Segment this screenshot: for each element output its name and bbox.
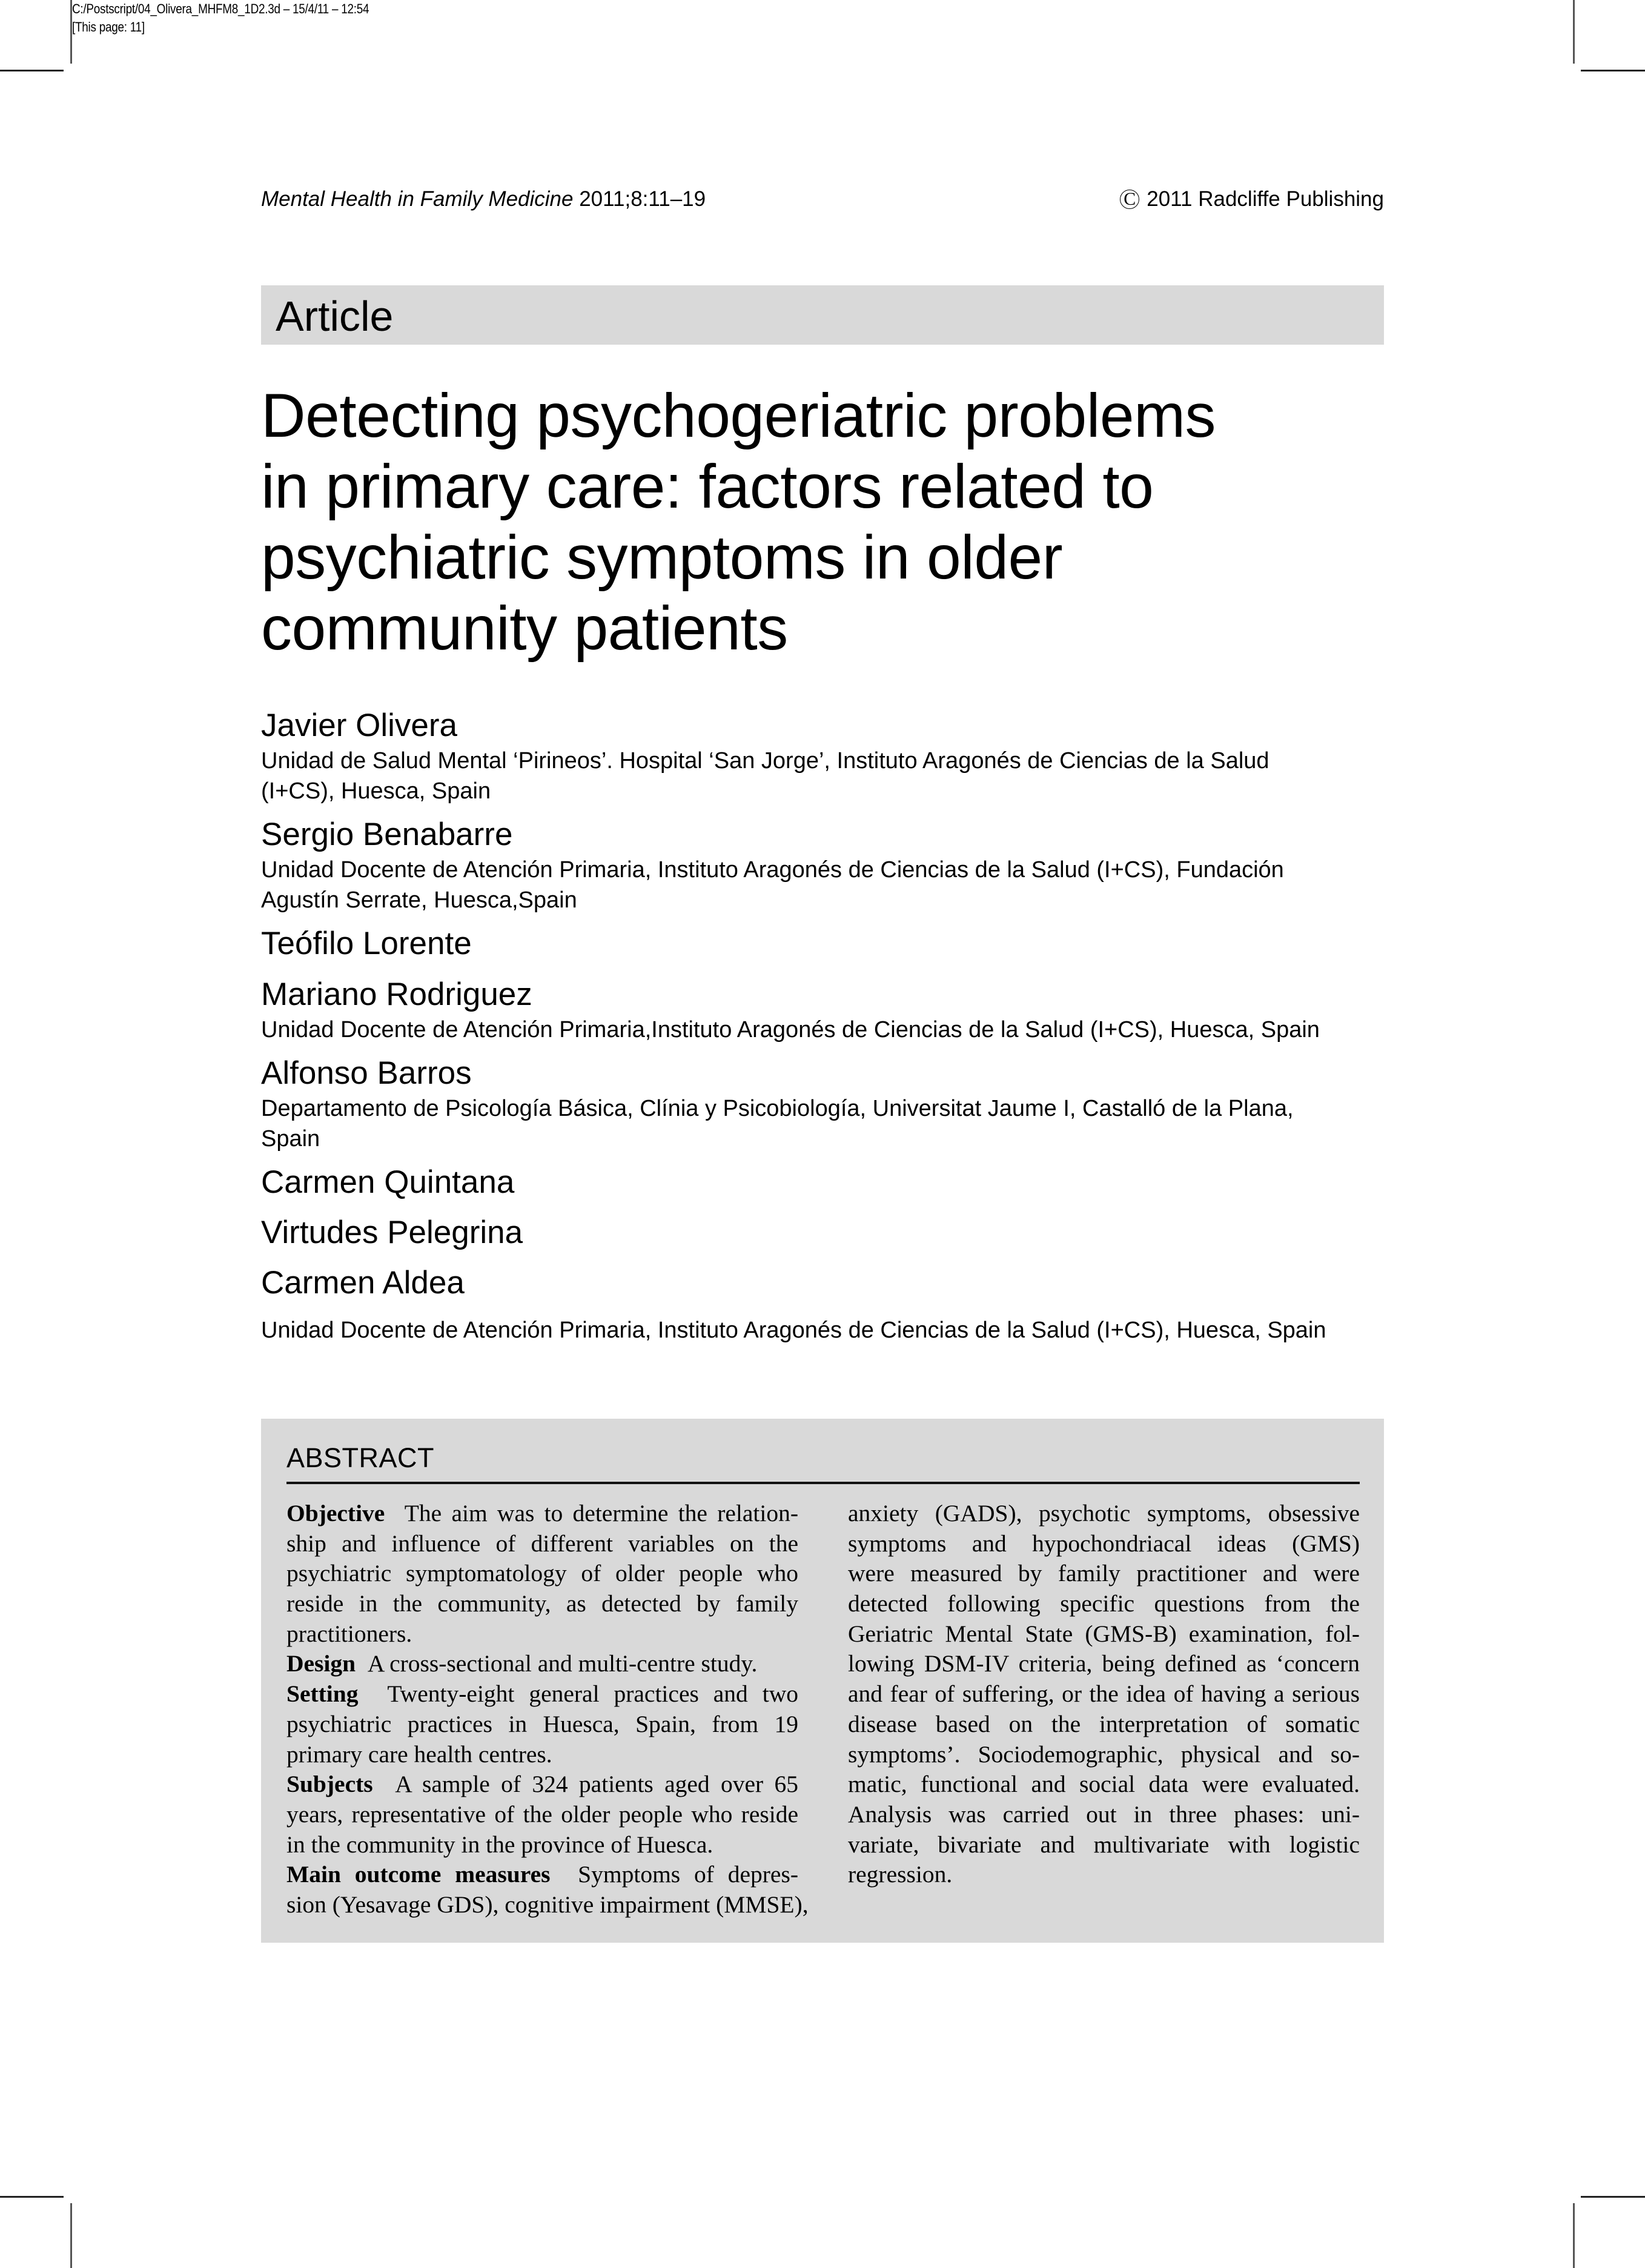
author-entry	[261, 1053, 1388, 1154]
author-entry	[261, 706, 1388, 806]
crop-mark-top-right-horizontal	[1581, 70, 1645, 71]
running-head-citation	[261, 186, 706, 213]
author-affiliation	[261, 1093, 1388, 1154]
copyright-text: 2011 Radcliffe Publishing	[1147, 187, 1384, 211]
title-line: community patients	[261, 594, 788, 663]
article-title	[261, 380, 1291, 664]
abstract-line	[286, 1769, 798, 1800]
abstract-line: symptoms and hypochondriacal ideas (GMS)	[848, 1530, 1360, 1557]
abstract-line: and fear of suffering, or the idea of having a serious	[848, 1680, 1360, 1708]
abstract-line: ship and influence of different variables on the	[286, 1530, 798, 1557]
abstract-line	[286, 1499, 798, 1529]
abstract-line: detected following specific questions from the	[848, 1590, 1360, 1617]
abstract-line: primary care health centres.	[286, 1740, 552, 1768]
abstract-line: psychiatric practices in Huesca, Spain, from 19	[286, 1710, 798, 1737]
line-text: Twenty-eight general practices and two	[358, 1680, 798, 1708]
abstract-line: psychiatric symptomatology of older people who	[286, 1560, 798, 1587]
crop-mark-bottom-left-horizontal	[0, 2196, 64, 2198]
title-line: psychiatric symptoms in older	[261, 523, 1063, 592]
affiliation-line: (I+CS), Huesca, Spain	[261, 778, 491, 804]
abstract-line: regression.	[848, 1861, 953, 1888]
abstract-line: in the community in the province of Huesca.	[286, 1831, 713, 1858]
abstract-line: anxiety (GADS), psychotic symptoms, obsessive	[848, 1500, 1360, 1527]
author-name: Teófilo Lorente	[261, 926, 472, 961]
abstract-line: reside in the community, as detected by family	[286, 1590, 798, 1617]
affiliation-line: Unidad Docente de Atención Primaria, Instituto Aragonés de Ciencias de la Salud (I+CS), Huesca, Spain	[261, 1318, 1326, 1343]
author-entry	[261, 1162, 1388, 1202]
section-label-subjects: Subjects	[286, 1771, 373, 1798]
abstract-left-column	[286, 1499, 809, 1920]
abstract-line: sion (Yesavage GDS), cognitive impairment (MMSE),	[286, 1891, 809, 1918]
author-affiliation	[261, 746, 1388, 806]
abstract-divider	[286, 1482, 1360, 1484]
line-text: The aim was to determine the relation-	[385, 1500, 798, 1527]
line-text: A cross-sectional and multi-centre study.	[356, 1650, 758, 1677]
abstract-line: variate, bivariate and multivariate with logistic	[848, 1831, 1360, 1858]
abstract-line: lowing DSM-IV criteria, being defined as ‘concern	[848, 1650, 1360, 1677]
author-name: Alfonso Barros	[261, 1055, 472, 1091]
line-text: Symptoms of depres-	[550, 1861, 798, 1888]
line-text: A sample of 324 patients aged over 65	[372, 1771, 798, 1798]
affiliation-line: Unidad de Salud Mental ‘Pirineos’. Hospital ‘San Jorge’, Instituto Aragonés de Ciencias de la Salud	[261, 748, 1269, 774]
affiliation-line: Spain	[261, 1126, 320, 1152]
author-entry	[261, 1263, 1388, 1303]
author-name: Carmen Quintana	[261, 1164, 515, 1200]
affiliation-line: Unidad Docente de Atención Primaria,Instituto Aragonés de Ciencias de la Salud (I+CS), Huesca, Spain	[261, 1017, 1320, 1043]
abstract-box	[261, 1419, 1384, 1943]
title-line: Detecting psychogeriatric problems	[261, 381, 1216, 450]
article-type-bar	[261, 285, 1384, 345]
section-label-objective: Objective	[286, 1500, 385, 1527]
crop-mark-bottom-left-vertical	[70, 2203, 72, 2268]
affiliation-line: Departamento de Psicología Básica, Clínia y Psicobiología, Universitat Jaume I, Castalló de la Plana,	[261, 1096, 1294, 1121]
abstract-line: symptoms’. Sociodemographic, physical and so-	[848, 1740, 1360, 1768]
abstract-line: practitioners.	[286, 1620, 412, 1647]
affiliation-line: Agustín Serrate, Huesca,Spain	[261, 887, 577, 913]
author-entry	[261, 924, 1388, 964]
author-name: Carmen Aldea	[261, 1265, 465, 1301]
abstract-line: Analysis was carried out in three phases: uni-	[848, 1800, 1360, 1828]
crop-mark-top-left-horizontal	[0, 70, 64, 71]
print-slug	[72, 0, 417, 36]
crop-mark-bottom-right-horizontal	[1581, 2196, 1645, 2198]
author-name: Javier Olivera	[261, 708, 457, 743]
abstract-heading: ABSTRACT	[286, 1442, 435, 1473]
author-entry	[261, 1213, 1388, 1253]
abstract-line: Geriatric Mental State (GMS-B) examination, fol-	[848, 1620, 1360, 1647]
slug-file-line: C:/Postscript/04_Olivera_MHFM8_1D2.3d – 15/4/11 – 12:54	[72, 1, 369, 16]
author-list	[261, 706, 1388, 1345]
author-entry	[261, 975, 1388, 1045]
author-name: Virtudes Pelegrina	[261, 1215, 523, 1250]
section-label-main-outcome-measures: Main outcome measures	[286, 1861, 551, 1888]
running-head-copyright	[1120, 186, 1384, 213]
abstract-line: disease based on the interpretation of somatic	[848, 1710, 1360, 1737]
author-name: Sergio Benabarre	[261, 817, 513, 852]
crop-mark-top-right-vertical	[1573, 0, 1575, 64]
abstract-line: were measured by family practitioner and were	[848, 1560, 1360, 1587]
abstract-line	[286, 1860, 798, 1890]
author-affiliation	[261, 855, 1388, 915]
abstract-line	[286, 1649, 798, 1679]
crop-mark-bottom-right-vertical	[1573, 2203, 1575, 2268]
abstract-line: matic, functional and social data were evaluated.	[848, 1771, 1360, 1798]
slug-page-line: [This page: 11]	[72, 19, 145, 35]
author-affiliation	[261, 1015, 1388, 1045]
title-line: in primary care: factors related to	[261, 452, 1154, 521]
article-type-label: Article	[276, 293, 394, 340]
section-label-setting: Setting	[286, 1680, 359, 1708]
journal-name: Mental Health in Family Medicine	[261, 187, 574, 211]
shared-affiliation	[261, 1315, 1388, 1345]
journal-citation: 2011;8:11–19	[573, 187, 706, 211]
author-name: Mariano Rodriguez	[261, 976, 532, 1012]
abstract-right-column	[848, 1499, 1360, 1890]
affiliation-line: Unidad Docente de Atención Primaria, Instituto Aragonés de Ciencias de la Salud (I+CS), Fundación	[261, 857, 1284, 883]
author-entry	[261, 815, 1388, 915]
abstract-line	[286, 1679, 798, 1709]
abstract-line: years, representative of the older people who reside	[286, 1800, 798, 1828]
copyright-icon: C	[1120, 190, 1139, 209]
section-label-design: Design	[286, 1650, 356, 1677]
